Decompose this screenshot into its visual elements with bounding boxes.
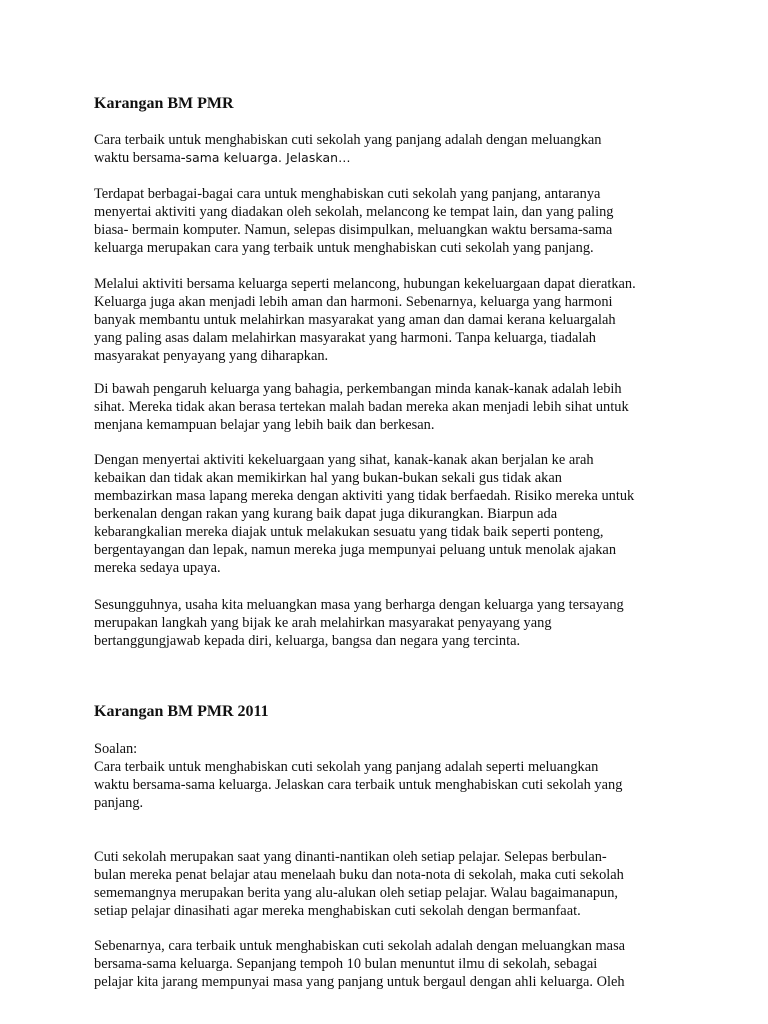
paragraph-line: banyak membantu untuk melahirkan masyarakat yang aman dan damai kerana keluargalah xyxy=(94,312,616,328)
paragraph-line: Sesungguhnya, usaha kita meluangkan masa yang berharga dengan keluarga yang tersayang xyxy=(94,597,624,613)
question-line: waktu bersama-sama keluarga. Jelaskan cara terbaik untuk menghabiskan cuti sekolah yang xyxy=(94,777,623,793)
section1-paragraph-1 xyxy=(94,185,614,257)
section1-question xyxy=(94,131,602,167)
paragraph-line: membazirkan masa lapang mereka dengan aktiviti yang tidak berfaedah. Risiko mereka untuk xyxy=(94,488,635,504)
paragraph-line: pelajar kita jarang mempunyai masa yang panjang untuk bergaul dengan ahli keluarga. Oleh xyxy=(94,974,625,990)
paragraph-line: berkenalan dengan rakan yang kurang baik dapat juga dikurangkan. Biarpun ada xyxy=(94,506,558,522)
question-line: Cara terbaik untuk menghabiskan cuti sekolah yang panjang adalah dengan meluangkan xyxy=(94,132,602,148)
paragraph-line: mereka sedaya upaya. xyxy=(94,560,221,576)
question-text-sans: sama keluarga. Jelaskan… xyxy=(185,150,351,165)
section2-paragraph-2 xyxy=(94,937,625,991)
section2-question xyxy=(94,740,622,812)
paragraph-line: yang paling asas dalam melahirkan masyarakat yang harmoni. Tanpa keluarga, tiadalah xyxy=(94,330,596,346)
paragraph-line: Dengan menyertai aktiviti kekeluargaan yang sihat, kanak-kanak akan berjalan ke arah xyxy=(94,452,594,468)
paragraph-line: bulan mereka penat belajar atau menelaah buku dan nota-nota di sekolah, maka cuti sekolah xyxy=(94,867,624,883)
paragraph-line: bertanggungjawab kepada diri, keluarga, bangsa dan negara yang tercinta. xyxy=(94,633,521,649)
section2-paragraph-1 xyxy=(94,848,624,920)
paragraph-line: menjana kemampuan belajar yang lebih baik dan berkesan. xyxy=(94,417,435,433)
section1-paragraph-2 xyxy=(94,275,636,365)
paragraph-line: Cuti sekolah merupakan saat yang dinanti-nantikan oleh setiap pelajar. Selepas berbulan- xyxy=(94,849,607,865)
section1-paragraph-4 xyxy=(94,451,634,577)
section2-heading: Karangan BM PMR 2011 xyxy=(94,703,269,720)
question-line: Soalan: xyxy=(94,741,138,757)
paragraph-line: sihat. Mereka tidak akan berasa tertekan malah badan mereka akan menjadi lebih sihat untuk xyxy=(94,399,629,415)
paragraph-line: keluarga merupakan cara yang terbaik untuk menghabiskan cuti sekolah yang panjang. xyxy=(94,240,594,256)
paragraph-line: kebaikan dan tidak akan memikirkan hal yang bukan-bukan sekali gus tidak akan xyxy=(94,470,562,486)
question-line: panjang. xyxy=(94,795,144,811)
paragraph-line: bersama-sama keluarga. Sepanjang tempoh 10 bulan menuntut ilmu di sekolah, sebagai xyxy=(94,956,598,972)
section1-paragraph-5 xyxy=(94,596,624,650)
paragraph-line: Di bawah pengaruh keluarga yang bahagia, perkembangan minda kanak-kanak adalah lebih xyxy=(94,381,622,397)
question-line xyxy=(94,149,602,167)
question-line: Cara terbaik untuk menghabiskan cuti sekolah yang panjang adalah seperti meluangkan xyxy=(94,759,599,775)
paragraph-line: Melalui aktiviti bersama keluarga seperti melancong, hubungan kekeluargaan dapat dieratkan. xyxy=(94,276,636,292)
paragraph-line: Terdapat berbagai-bagai cara untuk menghabiskan cuti sekolah yang panjang, antaranya xyxy=(94,186,601,202)
paragraph-line: Keluarga juga akan menjadi lebih aman dan harmoni. Sebenarnya, keluarga yang harmoni xyxy=(94,294,613,310)
section1-heading: Karangan BM PMR xyxy=(94,95,234,112)
paragraph-line: masyarakat penyayang yang diharapkan. xyxy=(94,348,329,364)
paragraph-line: sememangnya merupakan berita yang alu-alukan oleh setiap pelajar. Walau bagaimanapun, xyxy=(94,885,619,901)
paragraph-line: biasa- bermain komputer. Namun, selepas disimpulkan, meluangkan waktu bersama-sama xyxy=(94,222,613,238)
paragraph-line: bergentayangan dan lepak, namun mereka juga mempunyai peluang untuk menolak ajakan xyxy=(94,542,617,558)
paragraph-line: kebarangkalian mereka diajak untuk melakukan sesuatu yang tidak baik seperti ponteng, xyxy=(94,524,604,540)
paragraph-line: Sebenarnya, cara terbaik untuk menghabiskan cuti sekolah adalah dengan meluangkan masa xyxy=(94,938,626,954)
paragraph-line: menyertai aktiviti yang diadakan oleh sekolah, melancong ke tempat lain, dan yang paling xyxy=(94,204,614,220)
question-text-serif: waktu bersama- xyxy=(94,150,186,166)
section1-paragraph-3 xyxy=(94,380,629,434)
paragraph-line: setiap pelajar dinasihati agar mereka menghabiskan cuti sekolah dengan bermanfaat. xyxy=(94,903,581,919)
paragraph-line: merupakan langkah yang bijak ke arah melahirkan masyarakat penyayang yang xyxy=(94,615,552,631)
